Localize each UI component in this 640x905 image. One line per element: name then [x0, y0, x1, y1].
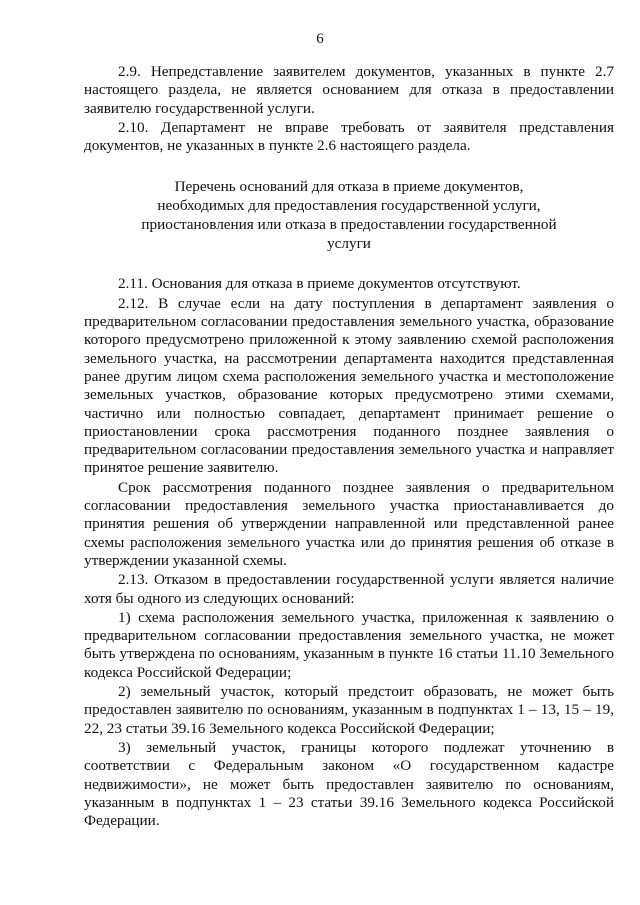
section-heading-line: необходимых для предоставления государственной услуги, — [157, 197, 541, 215]
paragraph-2-10: 2.10. Департамент не вправе требовать от заявителя представления документов, не указанных в пункте 2.6 настоящего раздела. — [84, 118, 614, 155]
document-body — [84, 63, 614, 830]
paragraph-2-13: 2.13. Отказом в предоставлении государственной услуги является наличие хотя бы одного из следующих оснований: — [84, 571, 614, 607]
section-heading — [84, 177, 614, 253]
list-item-2-13-2: 2) земельный участок, который предстоит образовать, не может быть предоставлен заявителю по основаниям, указанным в подпунктах 1 – 13, 15 – 19, 22, 23 статьи 39.16 Земельного кодекса Российской Федерации; — [84, 683, 614, 737]
paragraph-2-12-continuation: Срок рассмотрения поданного позднее заявления о предварительном согласовании предоставления земельного участка приостанавливается до принятия решения об утверждении направленной или представленной ранее схемы расположения земельного участка или до принятия решения об отказе в утверждении указанной схемы. — [84, 478, 614, 569]
section-heading-line: Перечень оснований для отказа в приеме документов, — [174, 178, 524, 196]
paragraph-2-9: 2.9. Непредставление заявителем документов, указанных в пункте 2.7 настоящего раздела, не является основанием для отказа в предоставлении заявителю государственной услуги. — [84, 63, 614, 117]
paragraph-2-12: 2.12. В случае если на дату поступления в департамент заявления о предварительном согласовании предоставления земельного участка, образование которого предусмотрено приложенной к этому заявлению схемой расположения земельного участка, на рассмотрении департамента находится представленная ранее другим лицом схема расположения земельного участка и местоположение земельных участков, образование которых предусмотрено этими схемами, частично или полностью совпадает, департамент принимает решение о приостановлении срока рассмотрения поданного позднее заявления о предварительном согласовании предоставления земельного участка и направляет принятое решение заявителю. — [84, 294, 614, 477]
section-heading-line: услуги — [327, 235, 371, 253]
paragraph-2-11: 2.11. Основания для отказа в приеме документов отсутствуют. — [118, 275, 521, 293]
list-item-2-13-1: 1) схема расположения земельного участка, приложенная к заявлению о предварительном согласовании предоставления земельного участка, не может быть утверждена по основаниям, указанным в пункте 16 статьи 11.10 Земельного кодекса Российской Федерации; — [84, 608, 614, 681]
page-number: 6 — [316, 31, 324, 47]
section-heading-line: приостановления или отказа в предоставлении государственной — [141, 216, 557, 234]
list-item-2-13-3: 3) земельный участок, границы которого подлежат уточнению в соответствии с Федеральным законом «О государственном кадастре недвижимости», не может быть предоставлен заявителю по основаниям, указанным в подпунктах 1 – 23 статьи 39.16 Земельного кодекса Российской Федерации. — [84, 738, 614, 830]
